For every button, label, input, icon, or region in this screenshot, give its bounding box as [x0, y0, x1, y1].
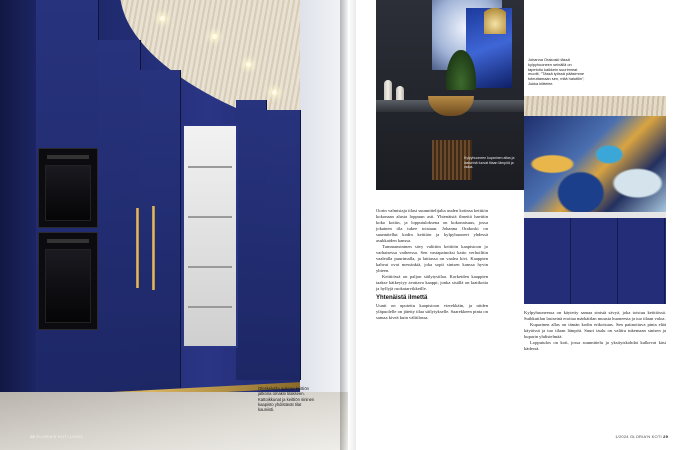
- body-paragraph: Lopputulos on koti, jossa suunnittelu ja yksityiskohdat kulkevat käsi kädessä.: [524, 340, 666, 351]
- vase: [384, 80, 392, 102]
- page-gutter: [340, 0, 356, 450]
- painted-mural: [524, 116, 666, 212]
- brass-handle: [136, 208, 139, 288]
- ceiling-light: [160, 16, 165, 21]
- plant: [446, 50, 476, 90]
- photo-caption-side: Johanna Orakoski tässä kylpyhuoneen seinällä on tapetoitu kaikkein suurimmat muotit. ”Tässä työssä pääsimme toteuttamaan sen, mitä haluttiin”, Jukka kiittelee.: [528, 57, 585, 86]
- body-paragraph: Tummansininen sävy valittiin keittiön kaapistoon jo varhaisessa vaiheessa. Sen vastapainoksi katto verhoiltiin vaalealla puurimalla, ja lattiassa on vaalea kivi. Kaappien kahvat ovat messinkiä, joka sopii sinisen kanssa hyvin yhteen.: [376, 244, 488, 273]
- blue-cabinet: [266, 110, 301, 380]
- ceiling-light: [212, 34, 217, 39]
- ceiling-light: [246, 62, 251, 67]
- open-pantry-cabinet: [182, 124, 238, 348]
- oven-display: [47, 155, 89, 159]
- wooden-ceiling: [524, 96, 666, 116]
- section-heading: Yhtenäistä ilmettä: [376, 295, 428, 301]
- issue-left: 1/2024: [69, 434, 83, 439]
- pantry-shelf: [188, 216, 232, 218]
- pendant-lamp: [484, 0, 506, 34]
- body-text-column-left: [376, 208, 488, 321]
- blue-cabinet: [0, 0, 37, 420]
- blue-cabinet: [236, 100, 267, 380]
- ceiling-light: [272, 90, 277, 95]
- blue-lower-cabinets: [524, 218, 666, 304]
- blue-cabinet: [98, 40, 141, 400]
- body-paragraph: Uunit on upotettu kaapistoon vierekkäin, ja niiden yläpuolelle on jätetty tilaa säilytykselle. Saarekkeen pinta on samaa kiveä kuin välitilassa.: [376, 303, 488, 320]
- right-page: [348, 0, 696, 450]
- magazine-name-left: GLORIA'N KOTI: [36, 434, 68, 439]
- oven-display: [47, 239, 89, 243]
- bathroom-photo: [376, 0, 524, 190]
- body-paragraph: Oorin valmistaja tilasi suunnittelijalta uuden kotinsa keittiön kokonaan alusta loppuun asti. Yhtenäistä ilmettä haettiin koko kotiin, ja lopputuloksena on kokonaisuus, jossa jokainen tila tukee toistaan. Johanna Orakoski on suunnitellut kodin keittiön ja kylpyhuoneet yhdessä asukkaiden kanssa.: [376, 208, 488, 243]
- pantry-shelf: [188, 306, 232, 308]
- issue-right: 1/2024: [615, 434, 629, 439]
- body-paragraph: Kylpyhuoneessa on käytetty samaa sinistä sävyä, joka toistuu keittiössä. Suihkutilan lasiseinä erottaa märkätilan muusta huoneesta ja tuo tilaan valoa.: [524, 310, 666, 321]
- oven-glass: [45, 165, 91, 221]
- pantry-shelf: [188, 266, 232, 268]
- body-text-column-right: [524, 310, 666, 352]
- copper-sink: [428, 96, 474, 116]
- kitchen-mural-photo: [524, 96, 666, 304]
- body-paragraph: Keittiössä on paljon säilytystilaa. Korkeiden kaappien taakse kätkeytyy avattava kaappi, jonka sisällä on laatikoita ja hyllyjä ruokatarvikkeille.: [376, 274, 488, 291]
- photo-caption-left: Oleskelutila aukeaa keittiön jatkona omaksi tilakseen. Kattoikkunat ja keittiön sininen kaapisto yhdistävät tilat kauniisti.: [258, 386, 315, 413]
- page-number-left: 28: [30, 434, 35, 439]
- pantry-shelf: [188, 166, 232, 168]
- folio-right: [615, 434, 668, 439]
- body-paragraph: Kuparinen allas on tämän kodin erikoisuus. Sen patinoituva pinta elää käytössä ja tuo tilaan lämpöä. Suuri taulu on valittu tukemaan sinisen ja kuparin yhdistelmää.: [524, 322, 666, 339]
- blue-cabinet: [140, 70, 181, 390]
- folio-left: [30, 434, 83, 439]
- magazine-name-right: GLORIA'N KOTI: [630, 434, 662, 439]
- oven-upper: [38, 148, 98, 228]
- brass-handle: [152, 206, 155, 290]
- photo-caption-overlay: Kylpyhuoneen kuparinen allas ja lasiseinä tuovat tilaan lämpöä ja valoa.: [464, 156, 515, 169]
- oven-lower: [38, 232, 98, 330]
- page-number-right: 29: [663, 434, 668, 439]
- oven-glass: [45, 249, 91, 323]
